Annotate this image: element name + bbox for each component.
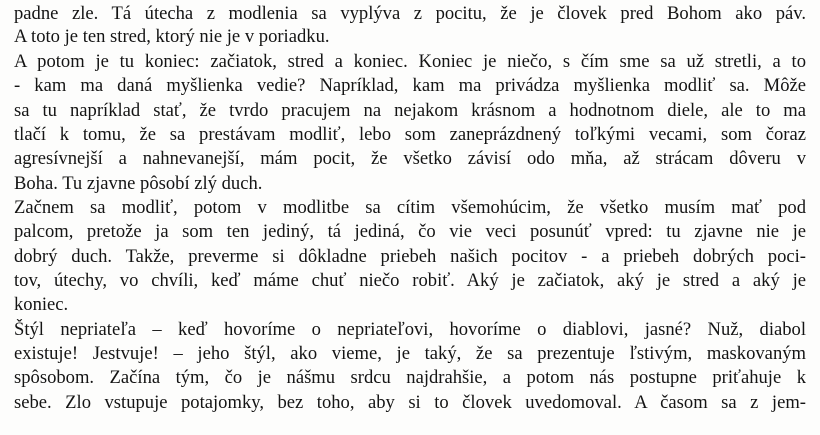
text-line-16: spôsobom. Začína tým, čo je nášmu srdcu najdrahšie, a potom nás postupne priťahuje k [14, 367, 806, 388]
text-line-11: dobrý duch. Takže, preverme si dôkladne priebeh našich pocitov - a priebeh dobrých poci- [14, 246, 806, 267]
text-line-2: A toto je ten stred, ktorý nie je v poriadku. [14, 26, 330, 47]
text-line-10: palcom, pretože ja som ten jediný, tá jediná, čo vie veci posunúť vpred: tu zjavne nie je [14, 221, 806, 242]
text-line-8: Boha. Tu zjavne pôsobí zlý duch. [14, 173, 263, 194]
text-line-1: padne zle. Tá útecha z modlenia sa vyplýva z pocitu, že je človek pred Bohom ako páv. [14, 3, 806, 24]
text-line-6: tlačí k tomu, že sa prestávam modliť, lebo som zaneprázdnený toľkými vecami, som čoraz [14, 124, 806, 145]
text-line-5: sa tu napríklad stať, že tvrdo pracujem na nejakom krásnom a hodnotnom diele, ale to ma [14, 100, 806, 121]
text-line-3: A potom je tu koniec: začiatok, stred a koniec. Koniec je niečo, s čím sme sa už stretli, a to [14, 51, 806, 72]
text-line-14: Štýl nepriateľa – keď hovoríme o nepriateľovi, hovoríme o diablovi, jasné? Nuž, diabol [14, 319, 806, 340]
text-line-17: sebe. Zlo vstupuje potajomky, bez toho, aby si to človek uvedomoval. A časom sa z jem- [14, 392, 806, 413]
text-line-12: tov, útechy, vo chvíli, keď máme chuť niečo robiť. Aký je začiatok, aký je stred a aký je [14, 270, 806, 291]
text-line-13: koniec. [14, 294, 69, 315]
text-line-7: agresívnejší a nahnevanejší, mám pocit, že všetko závisí odo mňa, až strácam dôveru v [14, 148, 806, 169]
text-line-9: Začnem sa modliť, potom v modlitbe sa cítim všemohúcim, že všetko musím mať pod [14, 197, 806, 218]
text-line-15: existuje! Jestvuje! – jeho štýl, ako vieme, je taký, že sa prezentuje ľstivým, maskovaným [14, 343, 806, 364]
text-line-4: - kam ma daná myšlienka vedie? Napríklad, kam ma privádza myšlienka modliť sa. Môže [14, 75, 806, 96]
